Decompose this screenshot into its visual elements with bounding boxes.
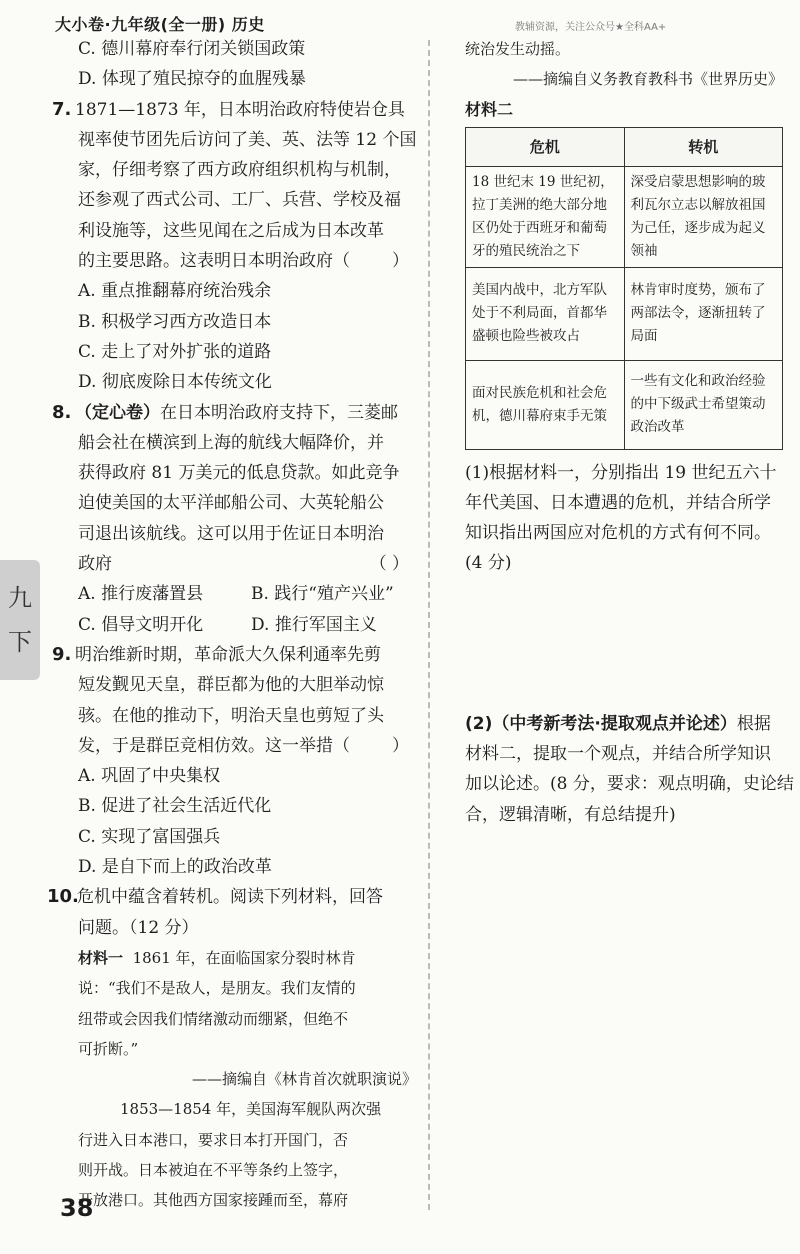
answer-bracket: ） [392,251,409,272]
question-number: 9. [52,643,72,665]
crisis-table [465,127,783,450]
question-text: 问题。（12 分） [78,917,199,938]
question-number: 7. [52,98,72,120]
option-d: D. 体现了殖民掠夺的血腥残暴 [78,69,306,90]
question-10 [47,882,417,1215]
column-divider [428,40,430,1210]
side-tab-text: 下 [8,628,32,656]
question-text: 视率使节团先后访问了美、英、法等 12 个国 [78,129,417,150]
table-row [466,360,783,449]
table-cell: 一些有文化和政治经验的中下级武士希望策动政治改革 [624,360,783,449]
grade-side-tab [0,560,40,680]
question-7 [52,95,417,398]
question-text: 明治维新时期，革命派大久保利通率先剪 [75,644,381,665]
question-text: 短发觐见天皇，群臣都为他的大胆举动惊 [78,675,384,696]
sub-question-2 [465,709,794,830]
right-column [465,34,794,830]
question-text: (4 分) [465,553,512,574]
question-text: 的主要思路。这表明日本明治政府（ [78,251,350,272]
option-d: D. 彻底废除日本传统文化 [78,372,272,393]
question-text: 危机中蕴含着转机。阅读下列材料，回答 [77,887,383,908]
question-number: 10. [47,886,79,908]
question-text: 迫使美国的太平洋邮船公司、大英轮船公 [78,493,384,514]
material-text: 统治发生动摇。 [465,40,571,58]
question-text: 利设施等，这些见闻在之后成为日本改革 [78,220,384,241]
material-text: 行进入日本港口，要求日本打开国门，否 [78,1130,349,1149]
material-text: 可折断。” [78,1039,139,1058]
table-cell: 美国内战中，北方军队处于不利局面，首都华盛顿也险些被攻占 [466,267,625,360]
table-cell: 面对民族危机和社会危机，德川幕府束手无策 [466,360,625,449]
question-text: 获得政府 81 万美元的低息贷款。如此竞争 [78,463,400,484]
material-text: 则开战。日本被迫在不平等条约上签字， [78,1160,349,1179]
material-text: 1853—1854 年，美国海军舰队两次强 [120,1100,382,1119]
question-text: 知识指出两国应对危机的方式有何不同。 [465,523,771,544]
page-number: 38 [60,1194,94,1222]
option-b: B. 促进了社会生活近代化 [78,796,272,817]
table-cell: 林肯审时度势，颁布了两部法令，逐渐扭转了局面 [624,267,783,360]
material-text: 纽带或会因我们情绪激动而绷紧，但绝不 [78,1009,349,1028]
option-b: B. 践行“殖产兴业” [251,584,394,605]
side-tab-text: 九 [8,584,32,612]
question-text: 加以论述。(8 分，要求：观点明确，史论结 [465,774,794,795]
option-d: D. 推行军国主义 [251,614,377,635]
option-c: C. 德川幕府奉行闭关锁国政策 [78,39,306,59]
question-number: 8. [52,401,72,423]
question-text: 年代美国、日本遭遇的危机，并结合所学 [465,492,771,513]
question-text: 家，仔细考察了西方政府组织机构与机制， [78,160,401,181]
header-watermark: 教辅资源，关注公众号★全科AA+ [515,22,667,33]
question-text: 合，逻辑清晰，有总结提升) [465,804,676,825]
question-text: 还参观了西式公司、工厂、兵营、学校及福 [78,190,401,211]
answer-bracket: （ ） [369,554,409,575]
question-text: 1871—1873 年，日本明治政府特使岩仓具 [75,99,405,120]
table-cell: 18 世纪末 19 世纪初，拉丁美洲的绝大部分地区仍处于西班牙和葡萄牙的殖民统治之下 [466,166,625,267]
option-a: A. 巩固了中央集权 [78,766,221,787]
option-b: B. 积极学习西方改造日本 [78,311,272,332]
question-text: (1)根据材料一，分别指出 19 世纪五六十 [465,462,777,483]
header-title: 大小卷·九年级(全一册) 历史 [55,15,265,34]
question-text: 骇。在他的推动下，明治天皇也剪短了头 [78,705,384,726]
question-tag: （定心卷） [75,402,160,423]
question-text: 发，于是群臣竞相仿效。这一举措（ [78,735,350,756]
question-text: 在日本明治政府支持下，三菱邮 [160,402,398,423]
table-header: 危机 [466,127,625,166]
material-label: 材料一 [78,948,124,967]
question-text: 司退出该航线。这可以用于佐证日本明治 [78,523,384,544]
answer-space [465,579,783,709]
table-header-row [466,127,783,166]
material-source: ——摘编自《林肯首次就职演说》 [191,1070,417,1089]
question-text: 根据 [736,713,771,734]
question-tag: (2)（中考新考法·提取观点并论述） [465,713,737,734]
option-c: C. 实现了富国强兵 [78,826,221,847]
option-d: D. 是自下而上的政治改革 [78,857,272,878]
option-c: C. 走上了对外扩张的道路 [78,341,272,362]
option-c: C. 倡导文明开化 [78,614,204,635]
table-row [466,166,783,267]
material2-label: 材料二 [465,99,514,119]
question-9 [52,640,417,882]
table-cell: 深受启蒙思想影响的玻利瓦尔立志以解放祖国为己任，逐步成为起义领袖 [624,166,783,267]
material-text: 说：“我们不是敌人，是朋友。我们友情的 [78,979,356,998]
option-a: A. 重点推翻幕府统治残余 [78,281,272,302]
table-row [466,267,783,360]
option-a: A. 推行废藩置县 [78,584,204,605]
answer-bracket: ） [392,735,409,756]
question-text: 船会社在横滨到上海的航线大幅降价，并 [78,432,384,453]
material-text: 1861 年，在面临国家分裂时林肯 [132,948,356,967]
question-8 [52,398,417,640]
sub-question-1 [465,458,783,579]
left-column [47,34,417,1216]
material-text: 开放港口。其他西方国家接踵而至，幕府 [78,1191,349,1210]
question-text: 政府 [78,554,112,575]
material-source: ——摘编自义务教育教科书《世界历史》 [512,70,783,89]
table-header: 转机 [624,127,783,166]
question-text: 材料二，提取一个观点，并结合所学知识 [465,744,771,765]
